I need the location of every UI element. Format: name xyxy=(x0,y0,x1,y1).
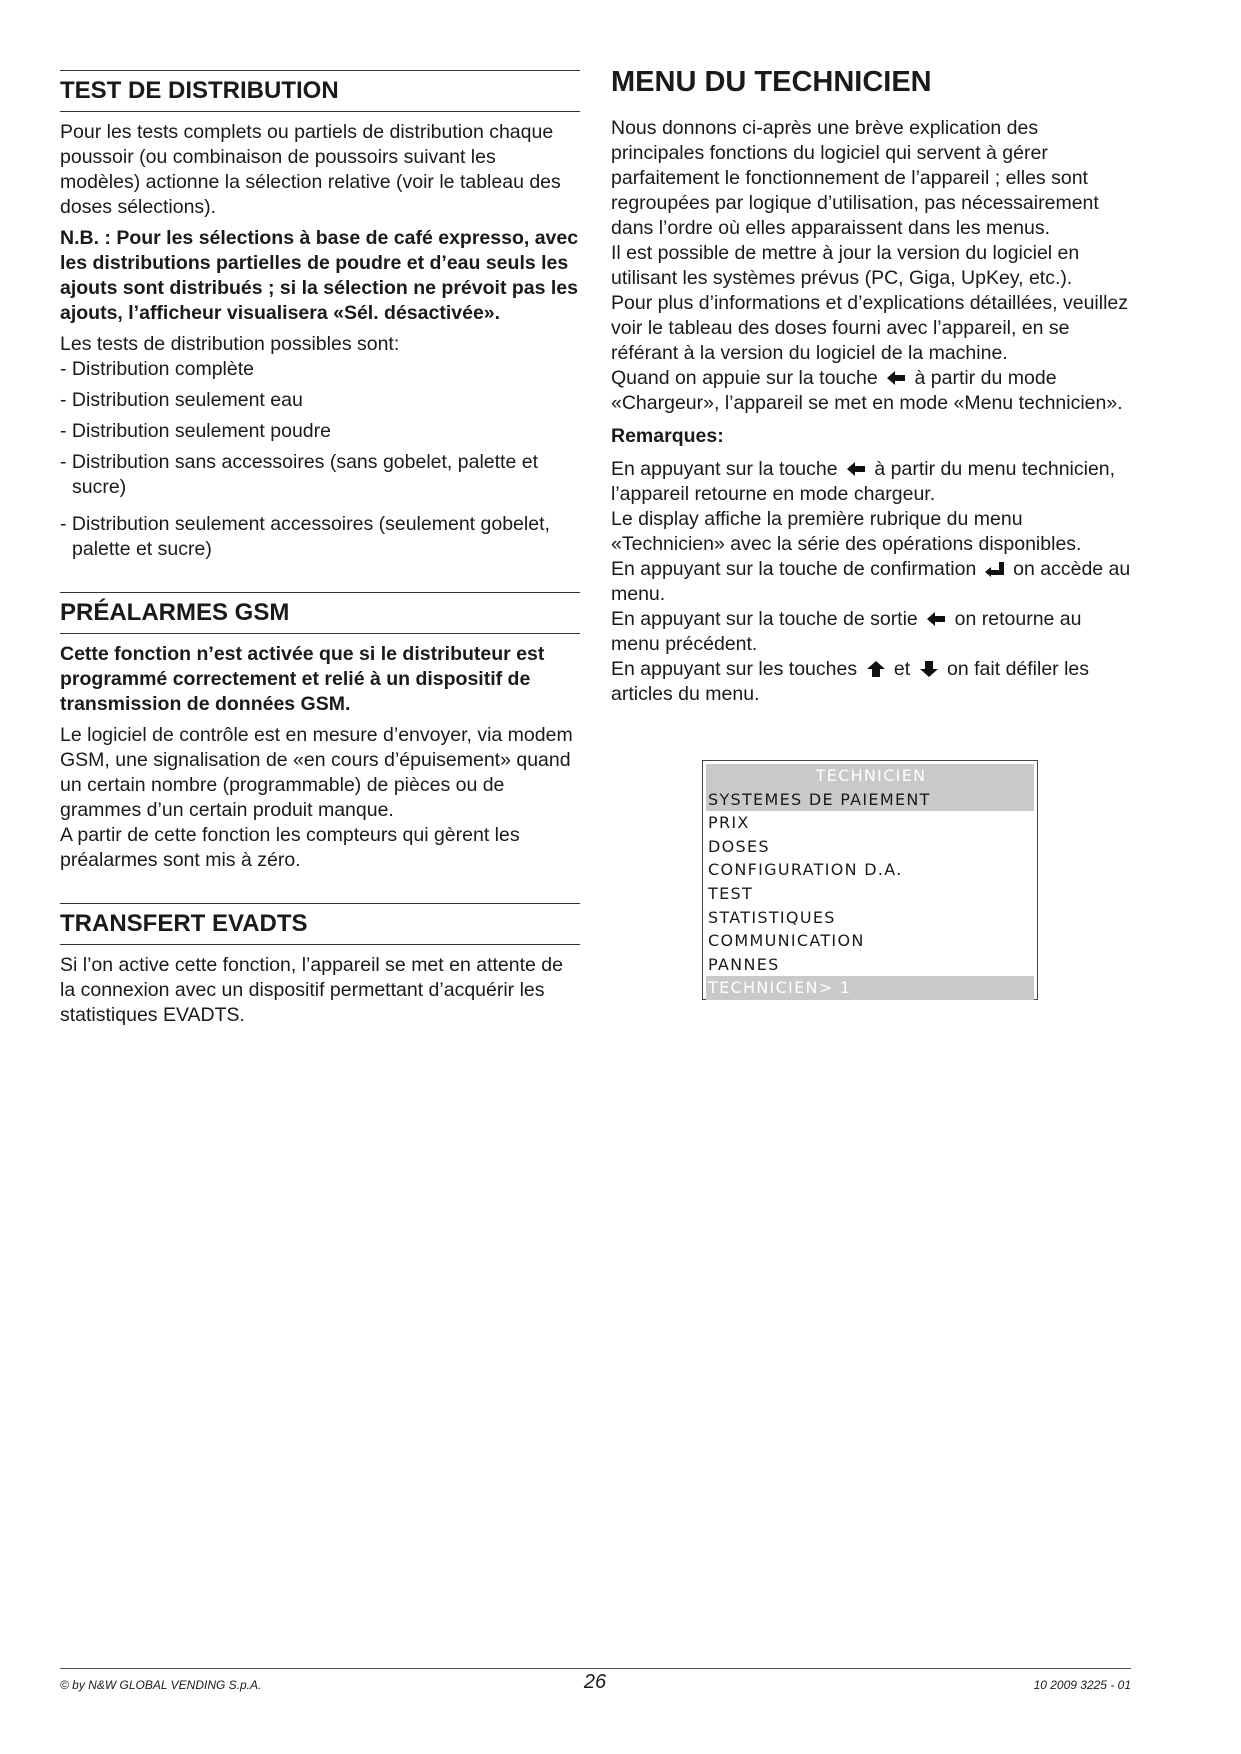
gsm-description: Le logiciel de contrôle est en mesure d’envoyer, via modem GSM, une signalisation de «en cours d’épuisement» quand un certain nombre (programmable) de pièces ou de grammes d’un certain produit manque. xyxy=(60,724,573,821)
display-item: STATISTIQUES xyxy=(708,907,836,927)
section-title-technician-menu: MENU DU TECHNICIEN xyxy=(611,66,932,98)
back-arrow-icon xyxy=(885,369,907,387)
remark-display: Le display affiche la première rubrique du menu «Technicien» avec la série des opérations disponibles. xyxy=(611,508,1082,555)
test-distribution-list-intro: Les tests de distribution possibles sont: xyxy=(60,333,400,355)
remark-back xyxy=(611,607,1131,657)
text-fragment: et xyxy=(893,658,911,680)
right-column xyxy=(611,62,1131,707)
section-title-evadts: TRANSFERT EVADTS xyxy=(60,903,580,945)
footer-divider xyxy=(60,1668,1131,1669)
remark-exit xyxy=(611,457,1131,507)
test-distribution-intro: Pour les tests complets ou partiels de distribution chaque poussoir (ou combinaison de poussoirs suivant les modèles) actionne la sélection relative (voir le tableau des doses sélections). xyxy=(60,121,561,218)
up-arrow-icon xyxy=(865,660,887,678)
text-fragment: En appuyant sur les touches xyxy=(611,658,858,680)
test-distribution-note: N.B. : Pour les sélections à base de café expresso, avec les distributions partielles de poudre et d’eau seuls les ajouts sont distribués ; si la sélection ne prévoit pas les ajouts, l’afficheur visualisera «Sél. désactivée». xyxy=(60,227,579,324)
list-item: - Distribution seulement eau xyxy=(60,389,303,411)
down-arrow-icon xyxy=(918,660,940,678)
technician-intro: Nous donnons ci-après une brève explication des principales fonctions du logiciel qui servent à gérer parfaitement le fonctionnement de l’appareil ; elles sont regroupées par logique d’utilisation, pas nécessairement dans l’ordre où elles apparaissent dans les menus. xyxy=(611,117,1099,239)
text-fragment: on accède au menu. xyxy=(611,558,1131,605)
technician-update: Il est possible de mettre à jour la version du logiciel en utilisant les systèmes prévus (PC, Giga, UpKey, etc.). xyxy=(611,242,1080,289)
list-item: - Distribution sans accessoires (sans gobelet, palette et sucre) xyxy=(60,451,538,498)
display-item: TEST xyxy=(708,883,754,903)
display-item: PANNES xyxy=(708,954,780,974)
back-arrow-icon xyxy=(845,460,867,478)
display-item-selected: SYSTEMES DE PAIEMENT xyxy=(706,788,1034,812)
text-fragment: on retourne au menu précédent. xyxy=(611,608,1082,655)
section-title-gsm: PRÉALARMES GSM xyxy=(60,592,580,634)
technician-info: Pour plus d’informations et d’explications détaillées, veuillez voir le tableau des doses fourni avec l’appareil, en se référant à la version du logiciel de la machine. xyxy=(611,292,1129,364)
text-fragment: Quand on appuie sur la touche xyxy=(611,367,878,389)
left-column xyxy=(60,70,580,1034)
section-title-test-distribution: TEST DE DISTRIBUTION xyxy=(60,70,580,112)
gsm-reset: A partir de cette fonction les compteurs qui gèrent les préalarmes sont mis à zéro. xyxy=(60,824,520,871)
list-item: - Distribution complète xyxy=(60,358,254,380)
display-header: TECHNICIEN xyxy=(706,764,1034,788)
page-number: 26 xyxy=(583,1671,607,1693)
evadts-description: Si l’on active cette fonction, l’appareil se met en attente de la connexion avec un dispositif permettant d’acquérir les statistiques EVADTS. xyxy=(60,954,563,1026)
text-fragment: à partir du menu technicien, l’appareil retourne en mode chargeur. xyxy=(611,458,1116,505)
text-fragment: on fait défiler les articles du menu. xyxy=(611,658,1090,705)
display-item: DOSES xyxy=(708,836,770,856)
technician-enter xyxy=(611,366,1131,416)
text-fragment: En appuyant sur la touche de sortie xyxy=(611,608,918,630)
footer-doc-code: 10 2009 3225 - 01 xyxy=(1033,1678,1131,1692)
test-distribution-list xyxy=(60,357,580,562)
gsm-condition: Cette fonction n’est activée que si le distributeur est programmé correctement et relié à un dispositif de transmission de données GSM. xyxy=(60,643,545,715)
text-fragment: En appuyant sur la touche xyxy=(611,458,838,480)
display-item: COMMUNICATION xyxy=(708,931,865,951)
back-arrow-icon xyxy=(925,610,947,628)
remarks-title: Remarques: xyxy=(611,425,724,447)
remark-scroll xyxy=(611,657,1131,707)
display-item: PRIX xyxy=(708,813,750,833)
display-item: CONFIGURATION D.A. xyxy=(708,860,903,880)
text-fragment: à partir du mode «Chargeur», l’appareil se met en mode «Menu technicien». xyxy=(611,367,1123,414)
technician-menu-display xyxy=(702,760,1038,1000)
enter-arrow-icon xyxy=(984,560,1006,578)
remark-confirm xyxy=(611,557,1131,607)
footer-copyright: © by N&W GLOBAL VENDING S.p.A. xyxy=(60,1678,262,1692)
display-footer: TECHNICIEN> 1 xyxy=(706,976,1034,1000)
text-fragment: En appuyant sur la touche de confirmation xyxy=(611,558,977,580)
list-item: - Distribution seulement poudre xyxy=(60,420,331,442)
list-item: - Distribution seulement accessoires (seulement gobelet, palette et sucre) xyxy=(60,513,550,560)
